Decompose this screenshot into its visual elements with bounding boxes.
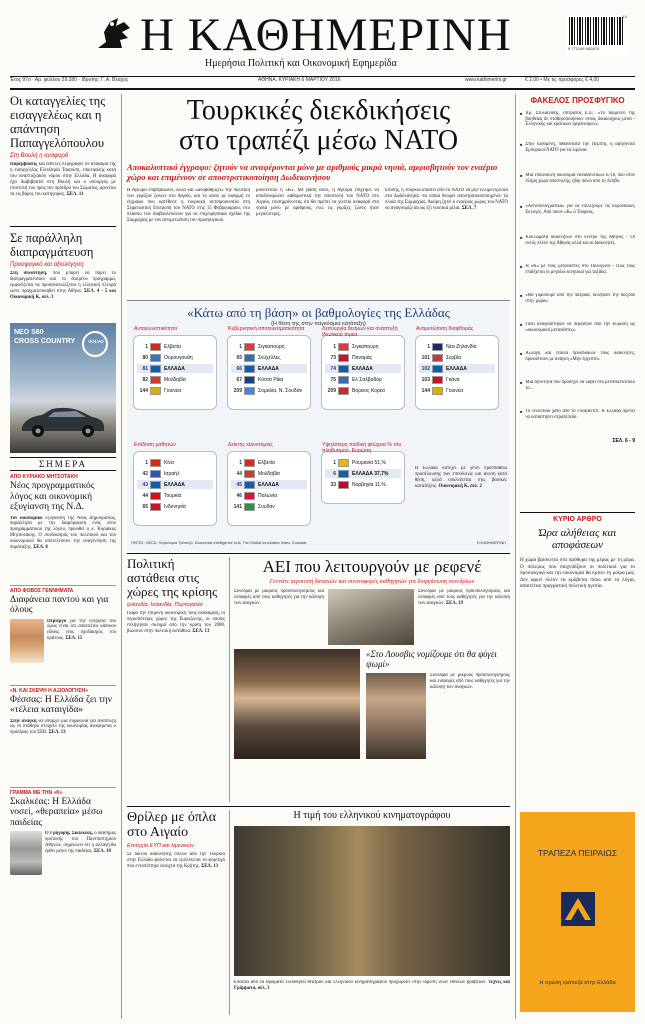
thriller-headline[interactable]: Θρίλερ με όπλα στο Αιγαίο [127,810,217,840]
flag-icon [150,481,161,489]
dossier-item[interactable] [520,142,635,170]
dossier-item[interactable] [520,173,635,201]
ranking-rank: 209 [327,387,336,394]
info-issue: Αρ. φύλλου 29.280 [34,77,77,83]
flag-icon [244,481,255,489]
dossier-item-text: Μια επικίνδυνη οικονομία εκπαιδευτικών Ε-16, που στον πλήρη χώρο αποστολής, ήδηι πάνω από τη Λέσβο. [525,173,635,184]
flag-icon [338,376,349,384]
ranking-country: ΕΛΛΑΔΑ [258,365,279,372]
story4-lead: Περίεργο [47,618,67,624]
rankings-infographic [127,300,510,551]
dossier-item-text: Γιατί αναγκάστηκαν να περάσουν από την Ευρώπη ως «οικονομικοί μετανάστες». [525,322,635,333]
flag-icon [150,354,161,362]
bullet-icon: ■ [520,111,523,116]
story5-headline[interactable]: Φέσσας: Η Ελλάδα ζει την «τέλεια καταιγίδα» [10,694,112,715]
ranking-country: Ελβετία [258,459,275,466]
flag-icon [432,343,443,351]
ranking-country: ΕΛΛΑΔΑ [352,365,373,372]
flag-icon [244,503,255,511]
flag-icon [244,492,255,500]
dossier-item[interactable] [520,380,635,406]
ranking-country: Σιγκαπούρη [258,343,285,350]
editorial-body: Η χώρα βρίσκεται στα πρόθυρα της μέρας με τη μέρα. Ο πόλεμος που παιχνιδίζουν οι πολιτικοί για το προσφυγικό και την οικονομία θα κρίνει τη μοίρα μας. Δεν αρκεί πλέον να κρύβεται πίσω από τα λόγια, απαιτείται πραγματική πολιτική ηγεσία. [520,557,635,590]
ranking-country: ΕΛΛΑΔΑ 37,7% [352,470,389,477]
ranking-rank: 209 [233,387,242,394]
ae-body-3: Συνέδρια με μικρούς προϋπολογισμούς και εισφορές από τους καθηγητές για την κάλυψη των αναγκών. [430,673,510,690]
story1-lead: Παρεμβάσεις [10,162,38,167]
ranking-rank: 44 [142,492,148,499]
flag-icon [432,376,443,384]
section-today: ΣΗΜΕΡΑ [10,457,116,471]
ranking-row [137,458,213,467]
ranking-row [137,375,213,384]
story6-lead: Ο Γρηγόρης Σκαλκέας, [45,831,93,836]
ranking-country: Ελ Σαλβαδόρ [352,376,382,383]
cinema-body: Επαιτία από τα ιδρύματα ελεύθερου θεάτρου και ελληνικού κινηματογράφου προχωρούν στην ίδρυση νέων εθνικών βραβείων. [234,980,487,985]
politics-ref: ΣΕΛ. 13 [192,628,210,634]
ranking-row [231,364,307,373]
flag-icon [150,503,161,511]
rankings-title: «Κάτω από τη βάση» οι βαθμολογίες της Ελλάδας [187,305,450,320]
flag-icon [338,481,349,489]
ranking-row [137,386,213,395]
ae-deck: Γεννάτε περικοπή δαπανών και συνεισφορές καθηγητών για διοργάνωση συνεδρίων [269,578,475,585]
lead-headline-2[interactable]: στο τραπέζι μέσω ΝΑΤΟ [178,125,459,156]
ranking-rank: 101 [421,354,430,361]
ranking-rank: 1 [145,343,148,350]
story5-ref: ΣΕΛ. 13 [48,730,66,736]
cinema-story [234,810,510,1020]
story3-headline[interactable]: Νέος προγραμματικός λόγος και οικονομική εξυγίανση της Ν.Δ. [10,481,95,512]
story6-headline[interactable]: Σκαλκέας: Η Ελλάδα νοσεί, «θεραπεία» μέσω παιδείας [10,796,103,828]
flag-icon [244,365,255,373]
politics-story [127,557,225,802]
ranking-card [227,326,311,410]
ranking-row [419,342,495,351]
ranking-rank: 1 [239,459,242,466]
bullet-icon: ■ [520,293,523,298]
dossier-item-text: «Θα γυρίσουμε από την πατρίδα, κελέβουν την διέξοδο στην χώρα». [525,293,635,304]
ranking-country: Ρουμανία 51,% [352,459,386,466]
ranking-rank: 103 [421,376,430,383]
ranking-card-title: Ανταγωνιστικότητα [134,326,177,332]
bullet-icon: ■ [520,264,523,269]
volvo-ad[interactable] [10,323,116,453]
dossier-title: ΦΑΚΕΛΟΣ ΠΡΟΣΦΥΓΙΚΟ [530,96,625,105]
lead-deck: Αποκαλυπτικό έγγραφο: ζητούν να αναφέρονται μόνο με αριθμούς μικρά νησιά, αμφισβητούν τον εναέριο χώρο και επιμένουν σε αποστρατικοποίηση Δωδεκανήσου [127,162,498,182]
ranking-country: ΕΛΛΑΔΑ [164,481,185,488]
masthead-subtitle: Ημερήσια Πολιτική και Οικονομική Εφημερίδα [205,58,397,69]
flag-icon [338,387,349,395]
ranking-rank: 75 [330,376,336,383]
story4-kicker: ΑΠΟ ΦΟΒΟΣ ΓΕΝΝΗΜΑΤΑ [10,585,116,594]
volvo-model2: CROSS COUNTRY [14,338,76,345]
ranking-country: Μολδαβία [258,470,280,477]
ranking-country: Γκάνα [446,376,460,383]
dossier-item[interactable] [520,322,635,348]
dossier-item-text: Αλλαγή και Ιταλία προσδιοκών τους διακινητές, προκύπτουν με ανάγκη «Μην έρχεστε». [525,351,635,362]
editorial [520,516,635,806]
ranking-row [137,353,213,362]
rankings-note: Η Ελλάδα κατέχει με γένει προσπάθεια προσέλκυσης των επενδυτών και άνεση κατά θέση, αλλά υπολείπεται στις βασικές κατατάξεις. [415,466,507,489]
ranking-country: Ουρουγουάη [164,354,193,361]
ranking-row [231,458,307,467]
ae-body-2: Συνέδρια με μικρούς προϋπολογισμούς και εισφορές από τους καθηγητές για την κάλυψη των αναγκών. [418,589,510,606]
ranking-rank: 33 [330,481,336,488]
lead-story [127,96,510,296]
flag-icon [150,376,161,384]
volvo-model: NEO S60 [14,329,44,336]
ranking-country: ΕΛΛΑΔΑ [446,365,467,372]
ranking-rank: 1 [239,343,242,350]
flag-icon [432,354,443,362]
flag-icon [244,387,255,395]
dossier-item[interactable] [520,409,635,435]
sphinx-logo [92,12,136,56]
dossier-item[interactable] [520,204,635,232]
story1-headline[interactable]: Οι καταγγελίες της εισαγγελέως και η απάντηση Παπαγγελόπουλου [10,94,106,150]
ranking-country: Γουινέα [164,387,181,394]
ranking-row [231,375,307,384]
bullet-icon: ■ [520,351,523,356]
ranking-country: Ισραήλ [164,470,180,477]
bank-logo-icon [561,892,595,926]
ranking-row [325,364,401,373]
ranking-rank: 46 [236,492,242,499]
ranking-rank: 43 [142,481,148,488]
ranking-row [325,480,401,489]
story1-body: και απειλές περιγράφει σε αναφορά της η εισαγγελέας Ελευθερία Τσαούση, επικεφαλής κατά του αναπτυξιακού νόμου στην Ελλάδα. Η αναφορά έχει διαβιβαστεί στη Βουλή και ο υπουργός με επιστολή του προς τον πρόεδρο του Σώματος, αρνείται τα εις βάρος του κατηγορίες. [10,162,116,197]
politics-body: Παρά την επίμονη οικονομική τους ανάκαμψη, οι περισσότερες χώρες της Ευρωζώνης, οι οποίες επλήγησαν σκληρά από την κρίση του 2008, βιώνουν στην πολιτική αστάθεια. [127,611,225,634]
story5-lead: Στην ανάγκη [10,718,37,724]
ranking-row [231,342,307,351]
ranking-card [227,442,311,526]
ranking-country: Σερβία [446,354,462,361]
flag-icon [150,492,161,500]
cinema-photo [234,826,510,976]
ranking-row [231,386,307,395]
ranking-rank: 1 [427,343,430,350]
ranking-country: Σεϋχέλλες [258,354,281,361]
ranking-row [231,491,307,500]
lead-headline-1[interactable]: Τουρκικές διεκδικήσεις [186,95,451,126]
ranking-rank: 73 [330,354,336,361]
bullet-icon: ■ [520,322,523,327]
ae-photo [328,589,414,645]
flag-icon [150,343,161,351]
ranking-rank: 66 [236,365,242,372]
bullet-icon: ■ [520,204,523,209]
editorial-headline[interactable]: Ώρα αλήθειας και αποφάσεων [538,527,617,551]
ranking-row [419,364,495,373]
ranking-card [415,326,499,410]
ranking-row [137,480,213,489]
ranking-rank: 144 [139,387,148,394]
ranking-rank: 65 [236,354,242,361]
flag-icon [244,354,255,362]
volvo-brand: VOLVO [88,339,104,344]
rankings-note-ref: Οικονομική Κ, σελ. 2 [438,483,482,489]
ranking-card [133,326,217,410]
car-icon [18,405,108,439]
ae-ref: ΣΕΛ. 19 [445,600,463,606]
ranking-country: Βόρειος Κορέα [352,387,385,394]
ranking-rank: 44 [236,470,242,477]
rankings-credit: Η ΚΑΘΗΜΕΡΙΝΗ [476,541,506,545]
ranking-row [419,353,495,362]
ranking-rank: 81 [142,365,148,372]
ranking-rank: 1 [333,459,336,466]
flag-icon [244,470,255,478]
story4-ref: ΣΕΛ. 15 [65,636,83,642]
flag-icon [244,376,255,384]
ranking-row [325,386,401,395]
ae-story [234,557,510,802]
flag-icon [338,459,349,467]
info-bar: Έτος 97ο · Αρ. φύλλου 29.280 · Ιδρυτής: Γ. Α. Βλάχος ΑΘΗΝΑ, ΚΥΡΙΑΚΗ 6 ΜΑΡΤΙΟΥ 2016 www.kathimerini.gr € 2,00 • Με τις προσφορές € 4,00 [10,77,600,83]
ranking-country: Νορβηγία 11,% [352,481,386,488]
ranking-rank: 42 [142,470,148,477]
thriller-ref: ΣΕΛ. 13 [201,863,219,869]
info-year: Έτος 97ο [10,77,31,83]
dossier-item[interactable] [520,235,635,261]
ae-body: Συνέδρια με μικρούς προϋπολογισμούς και εισφορές από τους καθηγητές για την κάλυψη των αναγκών. [234,589,324,606]
bullet-icon: ■ [520,173,523,178]
left-column [10,94,116,1019]
flag-icon [150,387,161,395]
bullet-icon: ■ [520,235,523,240]
ranking-card-title: Δείκτης καινοτομίας [228,442,273,448]
story3-ref: ΣΕΛ. 8 [33,545,48,551]
volvo-logo-icon [82,331,108,357]
ranking-rank: 1 [145,459,148,466]
ranking-row [137,502,213,511]
flag-icon [432,387,443,395]
ranking-country: Γουινέα [446,387,463,394]
dossier-item[interactable] [520,351,635,377]
ranking-row [231,469,307,478]
story5-kicker: «Ν. ΚΑΙ ΣΚΕΨΗ Η ΑΞΙΟΛΟΓΗΣΗ» [10,685,116,694]
dossier-ref: ΣΕΛ. 6 - 9 [612,438,635,444]
lead-col3: Επίσης, η Τουρκία απαιτεί από το ΝΑΤΟ να μην ελλιμενίζονται στα Δωδεκάνησα -τα οποία θεωρεί αποστρατικοποιημένα- τα πλοία της Συμμαχίας. Ακόμη ζητεί ο εναέριος χώρος του ΝΑΤΟ να αναγνωρίζεται ως έξι ναυτικά μίλια. [385,188,508,211]
ranking-card-title: Υψηλότερη παιδική φτώχεια % του πληθυσμού, Ευρώπη [322,442,402,454]
bullet-icon: ■ [520,409,523,414]
story4-headline[interactable]: Διαφάνεια παντού και για όλους [10,594,109,615]
ranking-country: Παναμάς [352,354,373,361]
author-photo-1 [10,619,44,663]
ranking-rank: 82 [142,376,148,383]
ae-photo-man [234,649,360,759]
lead-col1: Η Άγκυρα επιβεβαιώνει, αλλά και «αναβαθμίζει» την πολιτική των γκρίζων ζωνών στο Αιγαίο, και το κάνει με αφορμή το έγγραφο που κατέθεσε η τουρκική αντιπροσωπεία στη Στρατιωτική Επιτροπή του ΝΑΤΟ στις 15 Φεβρουαρίου, στο πλαίσιο των διαβουλεύσεων για τα επιχειρησιακά σχέδια της Συμμαχίας με τον αντιμετώπιση του προσφυγικού. [127,188,250,223]
ae-caption: «Στο Λουσβις νομίζουμε ότι θα φύγει ψωμί» [366,649,497,669]
barcode-issue: 10 [622,14,627,19]
ranking-country: Μολδαβία [164,376,186,383]
masthead [0,0,645,80]
flag-icon [150,470,161,478]
ranking-country: Σουδάν [258,503,275,510]
ranking-card-title: Λειτουργία θεσμών και ανάπτυξη ιδιωτικού τομέα [322,326,398,338]
dossier-item-text: «Αντισυνταγματικό» για να επιλέξουμε τις Ευρωπαϊκές Εκλογές. Από ποιον «Κ» ο Τουρκος. [525,204,635,215]
barcode [566,14,628,56]
ranking-country: Ελβετία [164,343,181,350]
ranking-row [325,469,401,478]
bullet-icon: ■ [520,380,523,385]
story2-lead: Στη συνάντηση, [10,271,48,276]
ranking-row [419,386,495,395]
refugee-dossier [520,96,635,506]
ranking-rank: 45 [236,481,242,488]
ranking-rank: 1 [333,343,336,350]
ranking-country: Νέα Ζηλανδία [446,343,477,350]
ranking-country: ΕΛΛΑΔΑ [258,481,279,488]
bank-tagline: Η πρώτη τράπεζα στην Ελλάδα [539,980,616,986]
ranking-rank: 67 [236,376,242,383]
ae-photo-woman [366,673,426,759]
ranking-row [137,469,213,478]
cinema-ref: Τέχνες και Γράμματα, σελ. 3 [234,980,510,991]
dossier-item[interactable] [520,293,635,319]
ranking-row [419,375,495,384]
flag-icon [244,459,255,467]
ranking-card [133,442,217,526]
author-photo-2 [10,831,42,875]
flag-icon [150,459,161,467]
ranking-row [231,480,307,489]
flag-icon [338,354,349,362]
cinema-headline[interactable]: Η τιμή του ελληνικού κινηματογράφου [293,810,451,821]
piraeus-bank-ad[interactable] [520,812,635,1012]
rankings-subtitle: (Η θέση της στην παγκόσμια κατάταξη) [271,321,366,327]
story5-body: να υπάρξει μια συμφωνία για ανάπτυξη ως το σταθερό στοιχείο της οικονομίας αναφέρεται ο πρόεδρος του ΣΕΒ. [10,718,116,736]
ranking-country: Σομαλία, Ν. Σουδάν [258,387,303,394]
ranking-rank: 74 [330,365,336,372]
ranking-country: Κίνα [164,459,174,466]
story6-body: ο διάσημος πρύτανης του Πανεπιστημίου Αθηνών, σημειώνει ότι η αλλαγή θα έρθει μέσω της παιδείας. [45,831,116,854]
story3-body: εξυγίανση της Νέας Δημοκρατίας, παράλληλα με την διαμόρφωση ενός νέου προγραμματικού της λόγου, προωθεί ο κ. Κυριάκος Μητσοτάκης. Ο συνδυασμός του πολιτικού και του οικονομικού θα αποτελέσουν την αναγέννηση της παράταξης. [10,515,116,551]
info-price: € 2,00 • Με τις προσφορές € 4,00 [525,77,600,83]
ranking-card-title: Επίδοση μαθητών [134,442,176,448]
info-date: ΑΘΗΝΑ, ΚΥΡΙΑΚΗ 6 ΜΑΡΤΙΟΥ 2016 [258,77,341,83]
ranking-card [321,442,405,504]
ranking-country: Κόστα Ρίκα [258,376,284,383]
ranking-country: Σιγκαπούρη [352,343,379,350]
ranking-country: Ινδονησία [164,503,186,510]
bullet-icon: ■ [520,142,523,147]
lead-col2: μονοτέτοιο η «Κ». Με βάση αυτό, η Άγκυρα επιχειρεί να αποδυναμώσει καθοριστικά την αποστολή του ΝΑΤΟ στο Αιγαίο, επισημαίνοντας ότι θα πρέπει να γίνεται αναφορά στα νησιά μόνο με αριθμούς, ενώ τις γκρίζες ζώνες ήταν μεγαλύτερες. [256,188,379,217]
ranking-row [137,491,213,500]
ranking-row [231,502,307,511]
rankings-source: ΠΗΓΕΣ: OECD, Παγκόσμια Τράπεζα, Economist Intelligence Unit, The Global Innovation Index, Eurostat [131,541,307,545]
dossier-item-text: Χρ. Στυλιανίδης, επίτροπος Ε.Ε.: «Το Ιδομένεο της βοηθείας δε σταθεροποιήσουν στους δικαιούχους μέσα - Ελληνικής και κρατικών οργανισμών». [525,111,635,128]
ranking-row [325,458,401,467]
flag-icon [244,343,255,351]
ranking-rank: 141 [233,503,242,510]
ranking-row [325,342,401,351]
lead-ref: ΣΕΛ. 7 [461,205,477,211]
dossier-item-text: Το τελευταίο χάτο από το Γκαζιάντεπ. Η Ελλάδα πρέπει να καταστήσει στρατόπεδο. [525,409,635,420]
masthead-title: Η ΚΑΘΗΜΕΡΙΝΗ [140,9,512,61]
ranking-row [325,375,401,384]
ranking-row [325,353,401,362]
ranking-row [137,342,213,351]
info-site[interactable]: www.kathimerini.gr [465,77,507,83]
dossier-item-text: Μια αγνότητα που προσέχει να λάβει στο μεταναστευτικό το... [525,380,635,391]
ranking-row [137,364,213,373]
flag-icon [338,343,349,351]
ranking-rank: 6 [333,470,336,477]
ranking-card [321,326,405,410]
ranking-country: Τουρκία [164,492,182,499]
ranking-rank: 144 [421,387,430,394]
ranking-rank: 80 [142,354,148,361]
thriller-body: Σε δίκτυο διακίνησης όπλων από την Τουρκία στην Ελλάδα φαίνεται να εμπλέκεται το φορτηγό που εντοπίστηκε ανοιχτά της Κρήτης. [127,852,225,869]
bank-name: ΤΡΑΠΕΖΑ ΠΕΙΡΑΙΩΣ [537,848,618,858]
dossier-item-text: Στην Ειδομένη, πιθανότατα την Πέμπτη, η αφήνονται Εμπορικοί ΝΑΤΟ για τα λιμάνια. [525,142,635,153]
story2-kicker: Προσφυγικό και αξιολόγηση [10,262,84,268]
story2-headline[interactable]: Σε παράλληλη διαπραγμάτευση [10,231,94,259]
dossier-item[interactable] [520,111,635,139]
dossier-list [520,111,635,435]
story1-ref: ΣΕΛ. 11 [66,191,84,197]
ranking-card-title: Αντιμετώπιση διαφθοράς [416,326,474,332]
flag-icon [338,470,349,478]
story3-lead: Τον οικονομικό [10,515,43,521]
barcode-number: 9 771109 662403 [568,46,599,51]
politics-headline[interactable]: Πολιτική αστάθεια στις χώρες της κρίσης [127,556,218,599]
ranking-card-title: Κυβερνητική αποτελεσματικότητα [228,326,305,332]
story2-ref: ΣΕΛ. 4 - 5 και Οικονομική Κ, σελ. 3 [10,288,116,300]
story1-kicker: Στη Βουλή η αναφορά [10,153,69,159]
ranking-country: ΕΛΛΑΔΑ [164,365,185,372]
story6-kicker: ΓΡΑΜΜΑ ΜΕ ΤΗΝ «Κ» [10,787,116,796]
thriller-kicker: Επιτυχία ΕΥΠ και λιμενικών [127,843,195,849]
story6-ref: ΣΕΛ. 18 [93,848,111,854]
ranking-rank: 102 [421,365,430,372]
thriller-story [127,810,225,1020]
flag-icon [150,365,161,373]
ranking-row [231,353,307,362]
ranking-country: Πολωνία [258,492,278,499]
story4-body: για την ενέργεια του όμως είναι ότι απαιτείται κάποιου είδους νέος σχεδιασμός του κράτους. [47,618,116,642]
flag-icon [338,365,349,373]
politics-kicker: Ιρλανδία, Ισλανδία, Πορτογαλία [127,602,203,608]
info-founder: Ιδρυτής: Γ. Α. Βλάχος [81,77,129,83]
ae-headline[interactable]: ΑΕΙ που λειτουργούν με ρεφενέ [262,557,482,576]
ranking-rank: 65 [142,503,148,510]
flag-icon [432,365,443,373]
dossier-item-text: Η «Κ» με τους μετανάστες στο Πολύγωνο - Πως τους επιδέχεται οι μεγάλοι κινητικοί για ταξίδια. [525,264,635,275]
dossier-item-text: Κυκλώματα διακινητών στο κέντρο της Αθήνας - Οι εκτός πλέον της Αθηνάς αλλά και οι διακινητές. [525,235,635,246]
story2-body: που μπορεί να πάρει το διαπραγματευτικό και το δοσμένο πρόγραμμα, εμφανίζεται να προσανατολίζεται η ελληνική πλευρά ώστε πραγματοποιηθεί στην Αθήνα. [10,271,116,294]
editorial-kicker: ΚΥΡΙΟ ΑΡΘΡΟ [553,516,602,523]
story3-kicker: ΑΠΟ ΚΥΡΙΑΚΟ ΜΗΤΣΟΤΑΚΗ [10,474,78,480]
dossier-item[interactable] [520,264,635,290]
